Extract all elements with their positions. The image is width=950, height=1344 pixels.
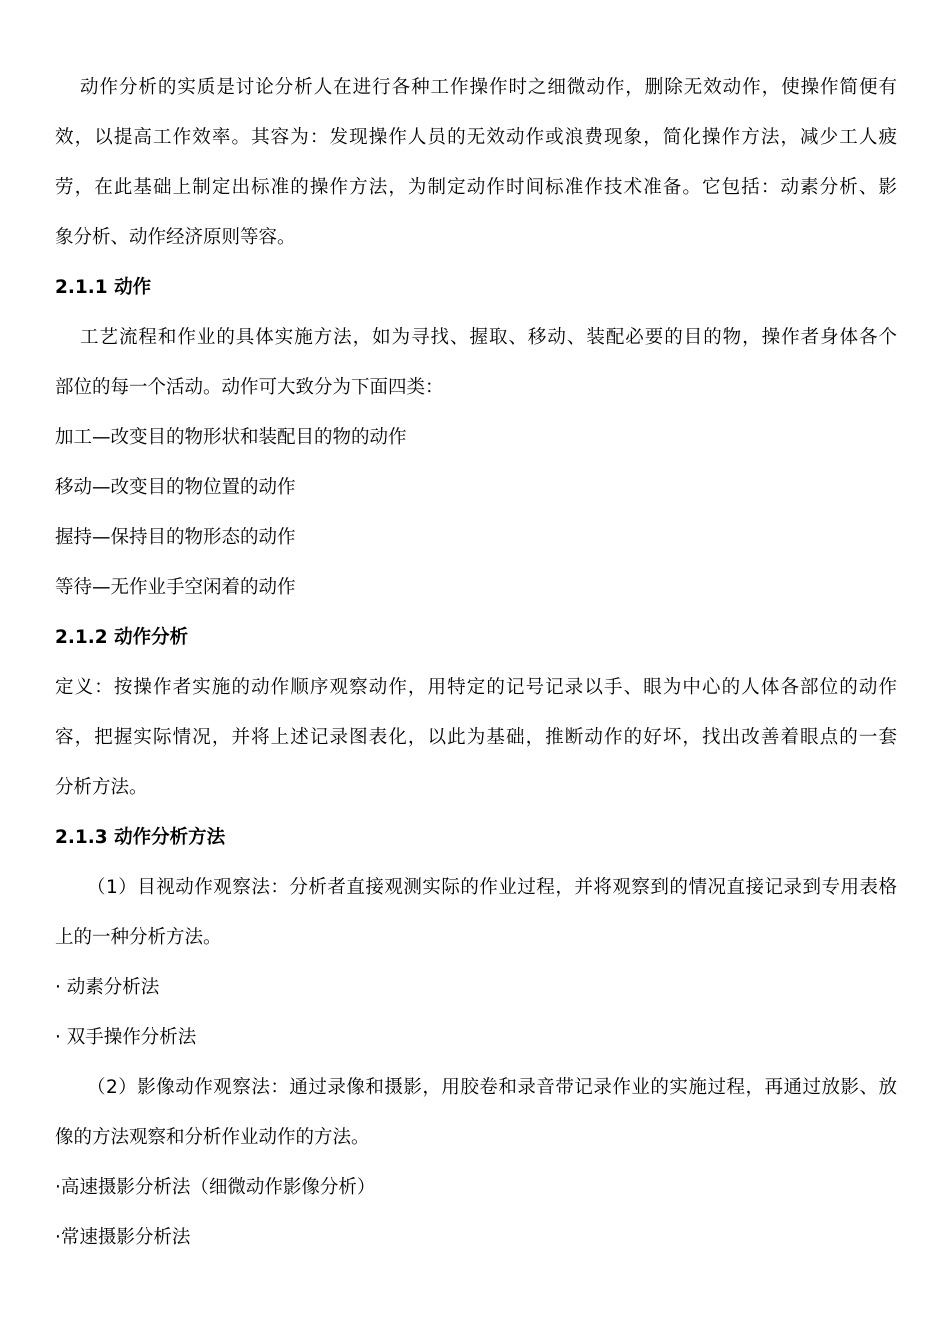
intro-line-2: 效，以提高工作效率。其容为：发现操作人员的无效动作或浪费现象，简化操作方法，减少工人疲 xyxy=(55,127,897,148)
list-item: · 双手操作分析法 xyxy=(55,1027,197,1048)
list-item: ·高速摄影分析法（细微动作影像分析） xyxy=(55,1177,376,1198)
document-page xyxy=(55,63,897,1263)
method-1-line-2: 上的一种分析方法。 xyxy=(55,927,222,948)
list-item: · 动素分析法 xyxy=(55,977,160,998)
section-2-1-1-para-line-2: 部位的每一个活动。动作可大致分为下面四类： xyxy=(55,377,444,398)
list-item: 加工—改变目的物形状和装配目的物的动作 xyxy=(55,427,407,448)
definition-line-2: 容，把握实际情况，并将上述记录图表化，以此为基础，推断动作的好坏，找出改善着眼点的一套 xyxy=(55,727,897,748)
list-item: ·常速摄影分析法 xyxy=(55,1227,191,1248)
intro-line-1: 动作分析的实质是讨论分析人在进行各种工作操作时之细微动作，删除无效动作，使操作简便有 xyxy=(80,77,897,98)
method-2-line-1: （2）影像动作观察法：通过录像和摄影，用胶卷和录音带记录作业的实施过程，再通过放影、放 xyxy=(87,1077,897,1098)
list-item: 移动—改变目的物位置的动作 xyxy=(55,477,296,498)
method-1-line-1: （1）目视动作观察法：分析者直接观测实际的作业过程，并将观察到的情况直接记录到专用表格 xyxy=(87,877,897,898)
definition-line-3: 分析方法。 xyxy=(55,777,148,798)
definition-line-1: 定义：按操作者实施的动作顺序观察动作，用特定的记号记录以手、眼为中心的人体各部位的动作 xyxy=(55,677,897,698)
section-heading-2-1-2: 2.1.2 动作分析 xyxy=(55,627,189,648)
list-item: 握持—保持目的物形态的动作 xyxy=(55,527,296,548)
section-2-1-1-para-line-1: 工艺流程和作业的具体实施方法，如为寻找、握取、移动、装配必要的目的物，操作者身体各个 xyxy=(80,327,897,348)
list-item: 等待—无作业手空闲着的动作 xyxy=(55,577,296,598)
section-heading-2-1-3: 2.1.3 动作分析方法 xyxy=(55,827,226,848)
intro-line-4: 象分析、动作经济原则等容。 xyxy=(55,227,296,248)
method-2-line-2: 像的方法观察和分析作业动作的方法。 xyxy=(55,1127,370,1148)
intro-line-3: 劳，在此基础上制定出标准的操作方法，为制定动作时间标准作技术准备。它包括：动素分析、影 xyxy=(55,177,897,198)
section-heading-2-1-1: 2.1.1 动作 xyxy=(55,277,152,298)
